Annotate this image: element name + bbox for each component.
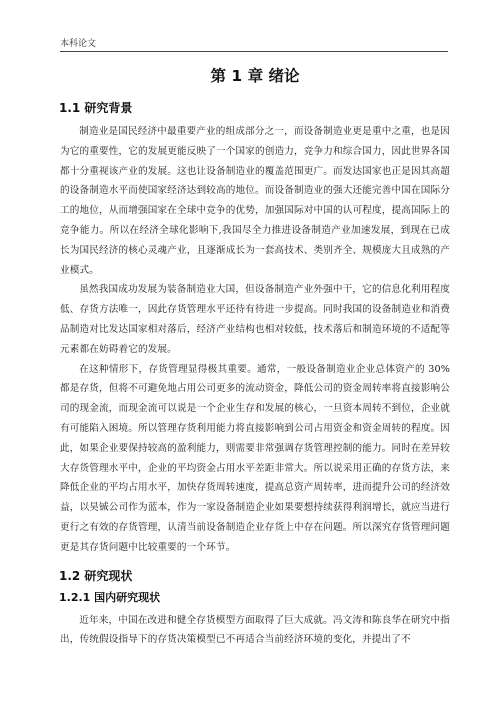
paragraph: 虽然我国成功发展为装备制造业大国，但设备制造产业外强中干，它的信息化利用程度低、存货方法唯一，因此存货管理水平还待有待进一步提高。同时我国的设备制造业和消费品制造对比发达国家相对落后，经济产业结构也相对较低，技术落后和制造环境的不适配等元素都在妨碍着它的发展。 [60,284,450,355]
chapter-title: 第 1 章 绪论 [210,67,300,85]
paragraph: 近年来，中国在改进和健全存货模型方面取得了巨大成就。冯文涛和陈良华在研究中指出，传统假设指导下的存货决策模型已不再适合当前经济环境的变化，并提出了不 [60,614,450,646]
subsection-heading-domestic: 1.2.1 国内研究现状 [59,590,161,604]
paragraph: 在这种情形下，存货管理显得极其重要。通常，一般设备制造业企业总体资产的 30% 都是存货，但将不可避免地占用公司更多的流动资金，降低公司的资金周转率将直接影响公司的现金流，而现金流可以说是一个企业生存和发展的核心，一旦资本周转不到位，企业就有可能陷入困境。所以管理存货利用能力将直接影响到公司占用资金和资金周转的程度。因此，如果企业要保持较高的盈利能力，则需要非常强调存货管理控制的能力。同时在差异较大存货管理水平中，企业的平均资金占用水平差距非常大。所以说采用正确的存货方法，来降低企业的平均占用水平，加快存货周转速度，提高总资产周转率，进而提升公司的经济效益，以昊铖公司作为蓝本，作为一家设备制造企业如果要想持续获得利润增长，就应当进行更行之有效的存货管理，认清当前设备制造企业存货上中存在问题。所以深究存货管理问题更是其存货问题中比较重要的一个环节。 [60,363,450,553]
running-header: 本科论文 [60,39,97,49]
paragraph: 制造业是国民经济中最重要产业的组成部分之一，而设备制造业更是重中之重，也是因为它的重要性，它的发展更能反映了一个国家的创造力，竞争力和综合国力，因此世界各国都十分重视该产业的发展。这也让设备制造业的覆盖范围更广。而发达国家也正是因其高超的设备制造水平而使国家经济达到较高的地位。而设备制造业的强大还能完善中国在国际分工的地位，从而增强国家在全球中竞争的优势，加强国际对中国的认可程度，提高国际上的竞争能力。所以在经济全球化影响下,我国尽全力推进设备制造产业加速发展，到现在已成长为国民经济的核心灵魂产业，且逐渐成长为一套高技术、类别齐全、规模庞大且成熟的产业模式。 [60,126,450,276]
page-body [60,62,450,650]
section-heading-status: 1.2 研究现状 [59,568,133,583]
section-heading-background: 1.1 研究背景 [59,101,133,115]
header-divider [60,51,448,52]
